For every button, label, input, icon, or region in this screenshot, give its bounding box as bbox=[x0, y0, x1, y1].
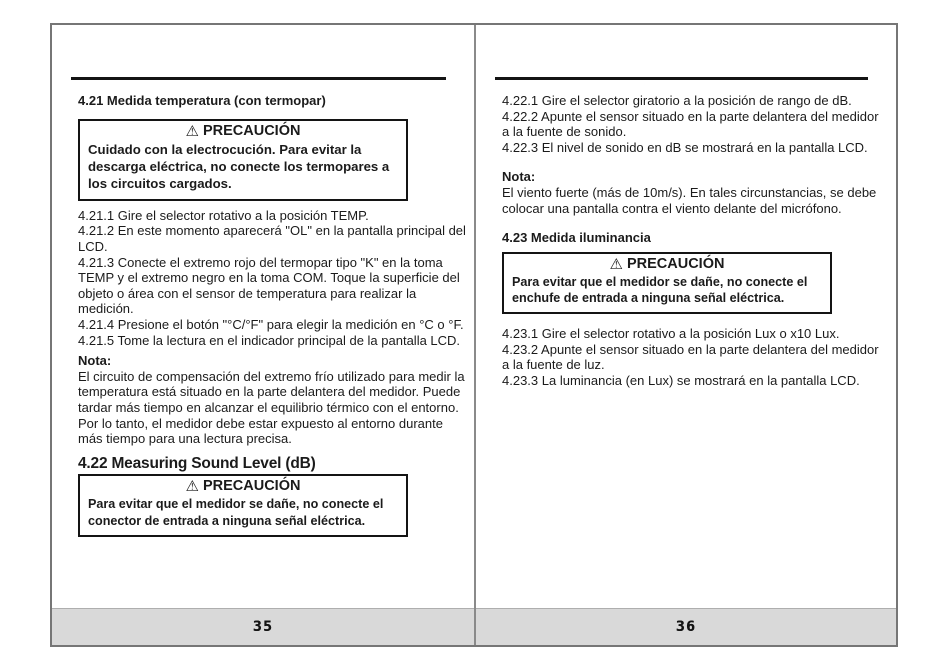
caution-title bbox=[88, 122, 398, 141]
note-text: El viento fuerte (más de 10m/s). En tales circunstancias, se debe colocar una pantalla contra el viento delante del micrófono. bbox=[502, 184, 877, 216]
page-right bbox=[474, 25, 896, 645]
footer-right bbox=[476, 608, 896, 645]
caution-box-4-21 bbox=[78, 119, 408, 201]
instruction-step: 4.23.1 Gire el selector rotativo a la posición Lux o x10 Lux. bbox=[502, 326, 840, 342]
caution-body-text: Cuidado con la electrocución. Para evitar la descarga eléctrica, no conecte los termopares a los circuitos cargados. bbox=[88, 141, 390, 192]
page-left bbox=[52, 25, 474, 645]
section-4-23-heading: 4.23 Medida iluminancia bbox=[502, 230, 651, 246]
warning-icon: ⚠ bbox=[185, 121, 199, 140]
page-right-content bbox=[476, 80, 896, 389]
caution-body-text: Para evitar que el medidor se dañe, no conecte el conector de entrada a ninguna señal eléctrica. bbox=[88, 497, 384, 528]
instruction-step: 4.23.3 La luminancia (en Lux) se mostrará en la pantalla LCD. bbox=[502, 372, 860, 388]
instruction-step: 4.23.2 Apunte el sensor situado en la parte delantera del medidor a la fuente de luz. bbox=[502, 341, 879, 373]
caution-title-text: PRECAUCIÓN bbox=[202, 478, 301, 495]
page-number-left: 35 bbox=[252, 619, 274, 635]
instruction-step: 4.22.2 Apunte el sensor situado en la parte delantera del medidor a la fuente de sonido. bbox=[502, 108, 879, 140]
manual-spread bbox=[50, 23, 898, 647]
caution-box-4-22 bbox=[78, 474, 408, 536]
section-4-21-heading: 4.21 Medida temperatura (con termopar) bbox=[78, 93, 326, 108]
steps-4-22 bbox=[502, 93, 888, 155]
warning-icon: ⚠ bbox=[185, 477, 199, 496]
caution-title-text: PRECAUCIÓN bbox=[626, 255, 725, 272]
instruction-step: 4.21.3 Conecte el extremo rojo del termopar tipo "K" en la toma TEMP y el extremo negro en la toma COM. Toque la superficie del objeto o área con el sensor de temperatura para realizar la medición. bbox=[78, 254, 460, 317]
instruction-step: 4.21.4 Presione el botón "°C/°F" para elegir la medición en °C o °F. bbox=[78, 316, 464, 332]
caution-body-text: Para evitar que el medidor se dañe, no conecte el enchufe de entrada a ninguna señal eléctrica. bbox=[512, 274, 808, 305]
caution-title-text: PRECAUCIÓN bbox=[202, 122, 301, 139]
page-number-right: 36 bbox=[675, 619, 697, 635]
section-4-22-heading: 4.22 Measuring Sound Level (dB) bbox=[78, 454, 316, 472]
note-text: El circuito de compensación del extremo frío utilizado para medir la temperatura está situado en la parte delantera del medidor. Puede tardar más tiempo en alcanzar el equilibrio térmico con el entorno. Por lo tanto, el medidor debe estar expuesto al entorno durante más tiempo para una lectura precisa. bbox=[78, 368, 465, 447]
warning-icon: ⚠ bbox=[609, 254, 623, 273]
footer-left bbox=[52, 608, 474, 645]
instruction-step: 4.22.3 El nivel de sonido en dB se mostrará en la pantalla LCD. bbox=[502, 139, 868, 155]
caution-box-4-23 bbox=[502, 252, 832, 314]
note-label: Nota: bbox=[78, 353, 112, 369]
page-left-content bbox=[52, 80, 474, 537]
instruction-step: 4.21.2 En este momento aparecerá "OL" en la pantalla principal del LCD. bbox=[78, 223, 466, 254]
steps-4-23 bbox=[502, 326, 888, 388]
instruction-step: 4.21.1 Gire el selector rotativo a la posición TEMP. bbox=[78, 207, 369, 223]
caution-title bbox=[512, 255, 822, 274]
caution-title bbox=[88, 477, 398, 496]
instruction-step: 4.22.1 Gire el selector giratorio a la posición de rango de dB. bbox=[502, 93, 852, 108]
instruction-step: 4.21.5 Tome la lectura en el indicador principal de la pantalla LCD. bbox=[78, 332, 461, 348]
note-label: Nota: bbox=[502, 169, 536, 185]
steps-4-21 bbox=[78, 208, 466, 348]
